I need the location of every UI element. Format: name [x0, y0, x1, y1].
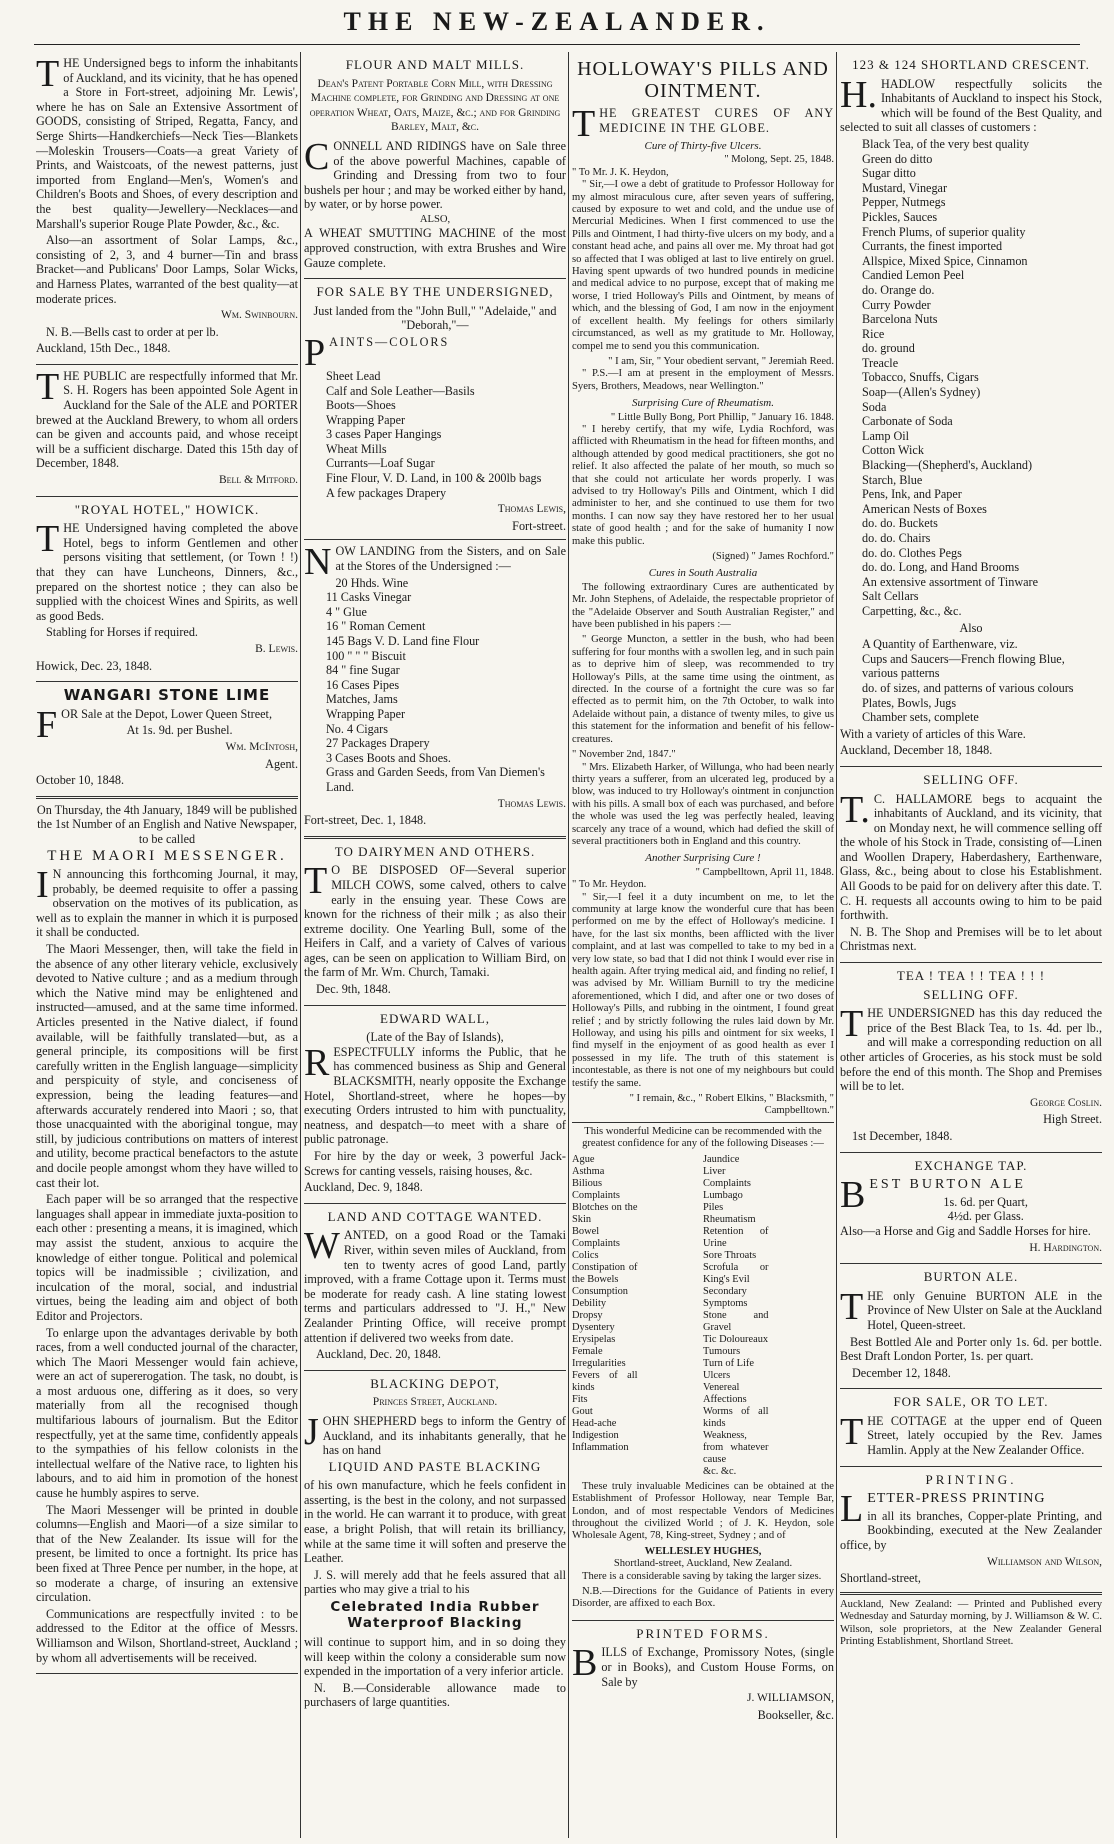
list-item: Pickles, Sauces	[862, 209, 938, 224]
ad-text: HADLOW respectfully solicits the Inhabitants of Auckland to inspect his Stock, which will be found of the Best Quality, and selected to suit all classes of customers :	[840, 76, 1102, 135]
drop-cap: T	[36, 365, 60, 408]
ad-lead: LIQUID AND PASTE BLACKING	[328, 1458, 542, 1474]
ad-signature: H. Hardington.	[1029, 1241, 1102, 1254]
ad-subheading: Dean's Patent Portable Corn Mill, with Dressing Machine complete, for Grinding and Dressing at one operation Wheat, Oats, Maize, &c.; and for Grinding Barley, Malt, &c.	[309, 77, 561, 134]
list-item: Salt Cellars	[862, 589, 919, 604]
list-item: Cups and Saucers—French flowing Blue, various patterns	[862, 651, 1065, 681]
ad-price: 4½d. per Glass.	[947, 1209, 1024, 1224]
ad-now-landing	[304, 540, 566, 838]
list-item: 3 cases Paper Hangings	[326, 427, 442, 442]
ad-text: in all its branches, Copper-plate Printing, and Bookbinding, executed at the New Zealander office, by	[840, 1508, 1102, 1553]
disease: Indigestion	[572, 1429, 619, 1441]
ad-text: Stabling for Horses if required.	[46, 625, 198, 640]
ad-date: Fort-street, Dec. 1, 1848.	[304, 813, 427, 828]
list-item: Sheet Lead	[326, 368, 381, 383]
ad-text: OR Sale at the Depot, Lower Queen Street,	[61, 706, 272, 721]
disease: Jaundice	[703, 1153, 740, 1165]
testimonial-text: " I hereby certify, that my wife, Lydia Rochford, was afflicted with Rheumatism in the head for fifteen months, and although attended by good medical practitioners, she got no relief. It also affected the palate of her mouth, so much so that she could not articulate her words properly. I was advised to try Holloway's Pills and Ointment, which I did administer to her, and she continued to use them for two months. I can now say they have restored her to her usual state of good health ; and for the sake of humanity I now make this public.	[572, 423, 834, 547]
ad-signature: Wm. Swinbourn.	[221, 309, 298, 322]
ad-date: Dec. 9th, 1848.	[316, 982, 391, 997]
ad-swinbourn-store	[36, 52, 298, 365]
testimonial-signature: " I am, Sir, " Your obedient servant, " Jeremiah Reed.	[608, 355, 834, 367]
ad-text: HE UNDERSIGNED has this day reduced the price of the Best Black Tea, to 1s. 4d. per lb., and will make a corresponding reduction on all other articles of Groceries, as his stock must be sold before the end of this month. The Shop and Premises will be to let.	[840, 1006, 1102, 1094]
list-item: 4 " Glue	[326, 604, 367, 619]
ad-lead: EST BURTON ALE	[869, 1177, 1026, 1193]
list-item: Lamp Oil	[862, 428, 910, 443]
ad-text: OHN SHEPHERD begs to inform the Gentry of Auckland, and its inhabitants generally, that he has on hand	[322, 1413, 566, 1458]
disease: Erysipelas	[572, 1333, 616, 1345]
ad-heading: TO DAIRYMEN AND OTHERS.	[334, 843, 536, 859]
disease: Worms of all kinds	[703, 1405, 769, 1429]
disease: Inflammation	[572, 1441, 629, 1453]
disease: Bowel Complaints	[572, 1225, 620, 1249]
column-divider	[568, 52, 569, 1838]
ad-also: ALSO,	[419, 213, 451, 225]
ad-text: of his own manufacture, which he feels confident in asserting, is the best in the colony, and not surpassed in the world. He can warrant it to produce, with great ease, a bright Polish, that will retain its brilliancy, while at the same time it will soften and preserve the Leather.	[304, 1478, 566, 1566]
disease: Dropsy	[572, 1309, 603, 1321]
ad-role: Agent.	[265, 756, 298, 771]
ad-heading: EDWARD WALL,	[380, 1010, 490, 1026]
list-item: do. do. Buckets	[862, 516, 938, 531]
diseases-table	[572, 1154, 834, 1478]
diseases-intro: This wonderful Medicine can be recommended with the greatest confidence for any of the following Diseases :—	[582, 1125, 824, 1150]
list-item: Boots—Shoes	[326, 398, 396, 413]
testimonial-date: " November 2nd, 1847."	[572, 749, 676, 761]
testimonial-date: " Campbelltown, April 11, 1848.	[695, 866, 834, 878]
drop-cap: T.	[840, 788, 870, 831]
ad-lead: AINTS—COLORS	[329, 334, 450, 349]
disease: Scrofula or King's Evil	[703, 1261, 769, 1285]
goods-list	[304, 369, 566, 500]
drop-cap: T	[840, 1410, 864, 1453]
drop-cap: J	[304, 1410, 319, 1453]
ad-note: N. B. The Shop and Premises will be to let about Christmas next.	[840, 924, 1102, 954]
diseases-right	[703, 1154, 834, 1478]
testimonial-date: " Molong, Sept. 25, 1848.	[724, 154, 834, 166]
ad-printed-forms	[572, 1621, 834, 1729]
ad-heading: BLACKING DEPOT,	[370, 1375, 500, 1391]
disease: Ague	[572, 1153, 595, 1165]
ad-place: Shortland-street,	[840, 1571, 921, 1586]
ad-text: HE only Genuine BURTON ALE in the Province of New Ulster on Sale at the Auckland Hotel, Queen-street.	[867, 1288, 1102, 1332]
ad-signature: J. WILLIAMSON,	[747, 1692, 834, 1705]
ad-date: Auckland, 15th Dec., 1848.	[36, 341, 171, 356]
drop-cap: C	[304, 135, 330, 178]
ad-text: A WHEAT SMUTTING MACHINE of the most approved construction, with extra Brushes and Wire Gauze complete.	[304, 226, 566, 270]
drop-cap: F	[36, 703, 58, 746]
list-item: do. of sizes, and patterns of various colours	[862, 680, 1074, 695]
column-4	[840, 52, 1102, 1838]
list-item: A few packages Drapery	[326, 485, 447, 500]
ad-land-cottage-wanted	[304, 1204, 566, 1371]
testimonial-addressee: " To Mr. J. K. Heydon,	[572, 166, 669, 178]
disease: Piles	[703, 1201, 724, 1213]
column-divider	[836, 52, 837, 1838]
imprint: Auckland, New Zealand: — Printed and Published every Wednesday and Saturday morning, by J. Williamson & W. C. Wilson, sole proprietors, at the New Zealander General Printing Establishment, Shortland Street.	[840, 1598, 1102, 1648]
disease: Dysentery	[572, 1321, 615, 1333]
ad-text: HE Undersigned begs to inform the inhabitants of Auckland, and its vicinity, that he has opened a Store in Fort-street, adjoining Mr. Lewis', where he has on Sale an Extensive Assortment of GOODS, consisting of Striped, Regatta, Fancy, and Serge Shirts—Handkerchiefs—Neck Ties—Blankets—Moleskin Trousers—Coats—a great Variety of Prints, and Waistcoats, of the newest patterns, just imported from England—Men's, Women's and Children's Boots and Shoes, of every description and the best quality—Jewellery—Necklaces—and Marshall's superior Rouge Plate Powder, &c., &c.	[36, 56, 298, 231]
ad-wangari-lime	[36, 682, 298, 799]
ad-text: Best Bottled Ale and Porter only 1s. 6d. per bottle. Best Draft London Porter, 1s. per quart.	[840, 1334, 1102, 1364]
disease: Tic Doloureaux	[703, 1333, 769, 1345]
ad-role: Bookseller, &c.	[757, 1707, 834, 1722]
ad-signature: B. Lewis.	[255, 642, 298, 655]
ad-maori-messenger	[36, 799, 298, 1674]
ad-intro: On Thursday, the 4th January, 1849 will be published the 1st Number of an English and Native Newspaper, to be called	[36, 802, 298, 846]
ad-text: HE COTTAGE at the upper end of Queen Street, lately occupied by the Rev. James Hamlin. Apply at the New Zealander Office.	[867, 1413, 1102, 1458]
drop-cap: T	[36, 53, 60, 95]
list-item: Pens, Ink, and Paper	[862, 487, 962, 502]
ad-text: With a variety of articles of this Ware.	[840, 726, 1026, 741]
masthead-rule	[34, 44, 1080, 45]
column-divider	[300, 52, 301, 1838]
ad-heading: THE MAORI MESSENGER.	[47, 847, 287, 864]
testimonial-heading: Another Surprising Cure !	[645, 852, 761, 865]
ad-exchange-tap	[840, 1153, 1102, 1265]
ad-date: Auckland, Dec. 9, 1848.	[304, 1180, 423, 1195]
ad-printing	[840, 1467, 1102, 1595]
disease: Turn of Life	[703, 1357, 754, 1369]
ad-note: N.B.—Directions for the Guidance of Patients in every Disorder, are affixed to each Box.	[572, 1585, 834, 1610]
ad-heading: FLOUR AND MALT MILLS.	[345, 57, 525, 72]
list-item: Soda	[862, 399, 887, 414]
testimonial-text: " Mrs. Elizabeth Harker, of Willunga, who had been nearly thirty years a sufferer, from an ulcerated leg, produced by a blow, was induced to try Holloway's ointment in conjunction with his pills. A small box of each was purchased, and before the whole was used the leg was perfectly healed, leaving scarcely any trace of a wound, which had defied the skill of several practitioners both in England and this country.	[572, 761, 834, 847]
drop-cap: T	[304, 860, 328, 903]
ad-text: Also—an assortment of Solar Lamps, &c., consisting of 2, 3, and 4 burner—Tin and brass Bracket—and Publicans' Door Lamps, Solar Wicks, and Harness Plates, warranted of the best quality—at moderate prices.	[36, 233, 298, 306]
list-item: Tobacco, Snuffs, Cigars	[862, 370, 979, 385]
disease: Bilious Complaints	[572, 1177, 620, 1201]
ad-burton-ale	[840, 1264, 1102, 1389]
ad-text: ANTED, on a good Road or the Tamaki River, within seven miles of Auckland, from ten to twenty acres of good Land, partly improved, with a frame Cottage upon it. Terms must be moderate for ready cash. A line stating lowest terms and particulars addressed to "J. H.," New Zealander Printing Office, will receive prompt attention if delivered two weeks from date.	[304, 1228, 566, 1345]
disease: Gout	[572, 1405, 593, 1417]
ad-dairymen	[304, 839, 566, 1006]
column-2	[304, 52, 566, 1838]
list-item: Currants, the finest imported	[862, 239, 1003, 254]
ad-date: December 12, 1848.	[852, 1365, 951, 1380]
disease: Weakness, from whatever cause	[703, 1429, 769, 1465]
ad-text: will continue to support him, and in so doing they will keep within the colony a considerable sum now expended in the importation of a very inferior article.	[304, 1635, 566, 1679]
ad-text: For hire by the day or week, 3 powerful Jack-Screws for canting vessels, raising houses, &c.	[304, 1149, 566, 1178]
list-item: Grass and Garden Seeds, from Van Diemen's Land.	[326, 765, 545, 794]
list-item: 84 " fine Sugar	[326, 663, 400, 678]
ad-price: 1s. 6d. per Quart,	[943, 1194, 1028, 1209]
list-item: 27 Packages Drapery	[326, 736, 430, 751]
ad-text: The Maori Messenger, then, will take the field in the absence of any other literary vehicle, exclusively devoted to Native culture ; and as a medium through which the Native mind may be enlightened and instructed—amused, and at the same time informed. Articles presented in the Native dialect, if found available, will be faithfully translated—but, as a general principle, its compositions will be first carefully written in the English language—simplicity and perspicuity of style, and conciseness of expression, being the leading features—and afterwards accurately rendered into Maori ; so, that those unacquainted with the aboriginal tongue, may still, by judicious contributions on matters of interest and utility, become practical benefactors to the astute and docile people amongst whom they have willed to cast their lot.	[36, 942, 298, 1190]
disease: Constipation of the Bowels	[572, 1261, 638, 1285]
list-item: Starch, Blue	[862, 472, 923, 487]
testimonials	[572, 140, 834, 1118]
ad-heading: TEA ! TEA ! ! TEA ! ! !	[896, 968, 1046, 984]
testimonial-date: " Little Bully Bong, Port Phillip, " January 16. 1848.	[610, 411, 834, 423]
list-item: Plates, Bowls, Jugs	[862, 695, 957, 710]
list-item: do. do. Chairs	[862, 531, 931, 545]
disease: Ulcers	[703, 1369, 731, 1381]
disease: Consumption	[572, 1285, 629, 1297]
list-item: Cotton Wick	[862, 443, 924, 458]
ad-text: J. S. will merely add that he feels assured that all parties who may give a trial to his	[304, 1567, 566, 1597]
ad-date: Auckland, Dec. 20, 1848.	[316, 1347, 441, 1362]
list-item: Pepper, Nutmegs	[862, 195, 946, 210]
masthead	[0, 0, 1114, 48]
list-item: Rice	[862, 326, 885, 341]
disease: Tumours	[703, 1345, 741, 1357]
list-item: Sugar ditto	[862, 166, 916, 181]
ad-heading: EXCHANGE TAP.	[914, 1157, 1028, 1173]
ad-heading: "ROYAL HOTEL," HOWICK.	[74, 501, 260, 517]
ad-flour-malt-mills	[304, 52, 566, 279]
list-item: Fine Flour, V. D. Land, in 100 & 200lb bags	[326, 471, 542, 486]
drop-cap: B	[572, 1642, 598, 1685]
ad-subheading: (Late of the Bay of Islands),	[366, 1030, 504, 1045]
ad-subheading: SELLING OFF.	[923, 986, 1019, 1002]
agent-name: WELLESLEY HUGHES,	[644, 1545, 762, 1557]
ad-lewis-for-sale	[304, 279, 566, 540]
disease: Venereal Affections	[703, 1381, 747, 1405]
list-item: Mustard, Vinegar	[862, 180, 948, 195]
ad-text: N announcing this forthcoming Journal, it may, probably, be deemed requisite to offer a passing observation on the motives of its publication, as well as to explain the manner in which it is purposed it shall be conducted.	[36, 867, 298, 940]
list-item: 16 Cases Pipes	[326, 677, 400, 692]
list-item: Currants—Loaf Sugar	[326, 456, 435, 471]
drop-cap: I	[36, 864, 49, 907]
testimonial-text: " George Muncton, a settler in the bush, who had been suffering for four months with a swollen leg, and in such pain as to deprive him of sleep, was recommended to try Holloway's Pills, at the same time using the ointment, as directed. In the course of a fortnight the cure was so far effected as to permit him, on the 7th October, to walk into Adelaide without pain, a distance of twenty miles, to give us this statement for the information and benefit of his fellow-creatures.	[572, 634, 834, 745]
list-item: Calf and Sole Leather—Basils	[326, 383, 475, 398]
ad-heading: Celebrated India Rubber Waterproof Blacking	[330, 1599, 540, 1632]
newspaper-title: THE NEW-ZEALANDER.	[343, 7, 771, 36]
ad-edward-wall	[304, 1006, 566, 1204]
list-item: Treacle	[862, 355, 899, 370]
disease: Colics	[572, 1249, 599, 1261]
list-item: Carpetting, &c., &c.	[862, 603, 962, 618]
ad-text: ONNELL AND RIDINGS have on Sale three of the above powerful Machines, capable of Grinding and Dressing from two to four bushels per hour ; and may be worked either by hand, by water, or by horse power.	[304, 138, 566, 212]
ad-text: There is a considerable saving by taking the larger sizes.	[582, 1570, 822, 1582]
agent-address: Shortland-street, Auckland, New Zealand.	[613, 1558, 793, 1570]
list-item: 3 Cases Boots and Shoes.	[326, 750, 451, 765]
ad-ale-porter-agent	[36, 365, 298, 497]
disease: &c. &c.	[703, 1465, 737, 1477]
list-item: Black Tea, of the very best quality	[862, 136, 1030, 151]
ad-text: These truly invaluable Medicines can be obtained at the Establishment of Professor Holloway, near Temple Bar, London, and of most respectable Vendors of Medicines throughout the civilized World ; of J. K. Heydon, sole Wholesale Agent, 78, King-street, Sydney ; and of	[572, 1480, 834, 1542]
ad-signature: George Coslin.	[1030, 1096, 1102, 1109]
ad-text: Communications are respectfully invited : to be addressed to the Editor at the office of Messrs. Williamson and Wilson, Shortland-street, Auckland ; by whom all advertisements will be received.	[36, 1606, 298, 1665]
disease: Lumbago	[703, 1189, 743, 1201]
ad-date: Auckland, December 18, 1848.	[840, 743, 993, 758]
ad-signature: Wm. McIntosh,	[225, 740, 298, 753]
testimonial-signature: (Signed) " James Rochford."	[712, 551, 834, 562]
ad-text: O BE DISPOSED OF—Several superior MILCH COWS, some calved, others to calve early in the ensuing year. These Cows are known for the richness of their milk ; as also their extreme docility. One Yearling Bull, some of the Heifers in Calf, and a variety of Calves of various ages, can be seen on application to William Bird, on the farm of Mr. Wm. Church, Tamaki.	[304, 863, 566, 980]
drop-cap: T	[840, 1003, 864, 1046]
drop-cap: R	[304, 1041, 330, 1084]
column-1	[36, 52, 298, 1838]
ad-heading: LAND AND COTTAGE WANTED.	[327, 1208, 543, 1224]
list-item: do. Orange do.	[862, 282, 935, 297]
disease: Blotches on the Skin	[572, 1201, 638, 1225]
disease: Stone and Gravel	[703, 1309, 769, 1333]
list-item: Blacking—(Shepherd's, Auckland)	[862, 458, 1033, 473]
ad-date: October 10, 1848.	[36, 773, 125, 788]
ad-place: Fort-street.	[512, 518, 566, 533]
disease: Retention of Urine	[703, 1225, 769, 1249]
ad-date: 1st December, 1848.	[852, 1128, 953, 1143]
drop-cap: B	[840, 1174, 866, 1217]
ad-text: Each paper will be so arranged that the respective languages shall appear in immediate juxta-position to each other : presenting a means, it is imagined, which may assist the student, anxious to acquire the knowledge of either tongue. Political and polemical topics will be inadmissible ; civilization, and inculcation of the moral, social, and industrial virtues, being the leading aim and object of both Editor and Projectors.	[36, 1192, 298, 1323]
list-item: French Plums, of superior quality	[862, 224, 1026, 239]
list-item: Wheat Mills	[326, 441, 387, 456]
list-item: 20 Hhds. Wine	[335, 575, 409, 590]
list-item: 100 " " " Biscuit	[326, 648, 406, 663]
ad-cottage-for-sale	[840, 1389, 1102, 1466]
ad-heading: PRINTED FORMS.	[636, 1625, 770, 1641]
testimonial-heading: Cures in South Australia	[648, 567, 758, 580]
ad-note: N. B.—Bells cast to order at per lb.	[46, 324, 219, 339]
list-item: do. ground	[862, 341, 915, 356]
diseases-section	[572, 1122, 834, 1611]
disease: Head-ache	[572, 1417, 617, 1429]
testimonial-signature: " I remain, &c., " Robert Elkins, " Blacksmith, " Campbelltown."	[629, 1093, 834, 1117]
ad-intro: Just landed from the "John Bull," "Adelaide," and "Deborah,"—	[313, 303, 557, 333]
ad-heading: FOR SALE BY THE UNDERSIGNED,	[316, 284, 554, 300]
ad-also: Also	[959, 620, 983, 635]
list-item: Soap—(Allen's Sydney)	[862, 385, 981, 400]
ad-text: HE Undersigned having completed the above Hotel, begs to inform Gentlemen and other persons visiting that settlement, (or Town ! !) that they can have Luncheons, Dinners, &c., prepared on the shortest notice ; they can also be supplied with the choicest Wines and Spirits, as well as good Beds.	[36, 521, 298, 623]
disease: Female Irregularities	[572, 1345, 626, 1369]
ad-price: At 1s. 9d. per Bushel.	[126, 723, 233, 738]
drop-cap: H.	[840, 73, 877, 116]
drop-cap: T	[572, 103, 596, 145]
drop-cap: P	[304, 331, 326, 374]
ad-heading: FOR SALE, OR TO LET.	[893, 1394, 1049, 1410]
list-lead: A Quantity of Earthenware, viz.	[862, 637, 1018, 652]
testimonial-postscript: " P.S.—I am at present in the employment of Messrs. Syers, Brothers, Meadows, near Wellington."	[572, 368, 834, 392]
ad-heading: 123 & 124 SHORTLAND CRESCENT.	[852, 57, 1090, 72]
ad-heading: HOLLOWAY'S PILLS AND OINTMENT.	[577, 58, 829, 102]
list-item: 145 Bags V. D. Land fine Flour	[326, 634, 480, 648]
ad-subheading: Princes Street, Auckland.	[372, 1396, 498, 1409]
ad-text: C. HALLAMORE begs to acquaint the inhabitants of Auckland, and its vicinity, that on Monday next, he will commence selling off the whole of his Stock in Trade, consisting of—Linen and Woollen Drapery, Haberdashery, Earthenware, Glass, &c., being about to close his Establishment. All Goods to be paid for on delivery after this date. T. C. H. requests all accounts owing to him to be paid forthwith.	[840, 791, 1102, 923]
column-3	[572, 52, 834, 1838]
list-item: 16 " Roman Cement	[326, 619, 426, 634]
disease: Fevers of all kinds	[572, 1369, 638, 1393]
list-item: do. do. Clothes Pegs	[862, 545, 962, 560]
goods-list	[840, 137, 1102, 619]
list-item: Wrapping Paper	[326, 412, 406, 427]
ad-text: Also—a Horse and Gig and Saddle Horses for hire.	[840, 1223, 1091, 1238]
ad-heading: WANGARI STONE LIME	[63, 686, 271, 705]
ad-signature: Williamson and Wilson,	[986, 1555, 1102, 1568]
drop-cap: T	[36, 518, 60, 561]
disease: Sore Throats	[703, 1249, 757, 1261]
ad-royal-hotel	[36, 497, 298, 683]
ad-text: HE PUBLIC are respectfully informed that Mr. S. H. Rogers has been appointed Sole Agent in Auckland for the Sale of the ALE and PORTER brewed at the Auckland Brewery, to whom all orders can be given and accounts paid, and whose receipt will be a sufficient discharge. Dated this 15th day of December, 1848.	[36, 368, 298, 471]
disease: Liver Complaints	[703, 1165, 751, 1189]
list-item: 11 Casks Vinegar	[326, 590, 412, 605]
list-item: Barcelona Nuts	[862, 312, 938, 327]
drop-cap: L	[840, 1488, 864, 1531]
ad-text: OW LANDING from the Sisters, and on Sale at the Stores of the Undersigned :—	[335, 544, 566, 574]
testimonial-heading: Cure of Thirty-five Ulcers.	[644, 140, 762, 152]
ad-date: Howick, Dec. 23, 1848.	[36, 658, 153, 673]
ad-holloway-pills	[572, 52, 834, 1621]
ad-place: High Street.	[1043, 1112, 1102, 1127]
drop-cap: N	[304, 541, 332, 584]
diseases-left	[572, 1154, 703, 1478]
ad-text: ESPECTFULLY informs the Public, that he has commenced business as Ship and General BLACKSMITH, nearly opposite the Exchange Hotel, Shortland-street, where he hopes—by executing Orders intrusted to him with punctuality, neatness, and despatch—to meet with a share of public patronage.	[304, 1044, 566, 1147]
testimonial-text: " Sir,—I owe a debt of gratitude to Professor Holloway for my almost miraculous cure, after seven years of suffering, caused by exposure to wet and cold, and the undue use of Mercurial Medicines. When I first commenced to use the Pills and Ointment, I had thirty-five ulcers on my body, and a constant head ache, and pains all over me. My throat had got so affected that I was obliged at last to live entirely on gruel. Having spent upwards of two hundred pounds in medicine and medical advice to no purpose, except that of making me worse, I tried Holloway's Pills and Ointment, by means of which, and the blessing of God, I am now in the enjoyment of excellent health. My feelings for others similarly circumstanced, as well as my gratitude to Mr. Holloway, compel me to send you this communication.	[572, 179, 834, 352]
testimonial-text: " Sir,—I feel it a duty incumbent on me, to let the community at large know the wonderful cure that has been performed on me by the effect of Holloway's medicine. I have, for the last six months, been afflicted with the liver complaint, and at last was compelled to take to my bed in a very low state, so bad that I did not think I would ever rise in health again. After trying medical aid, and finding no relief, I was advised by Mr. William Burnill to try the medicine aforementioned, which I did, and after one or two doses of Holloway's Pills, and rubbing in the ointment, I found great relief ; and by strictly following the rules laid down by Mr. Holloway, and using his pills and ointment for six weeks, I find myself in the enjoyment of as good health as ever I possessed in my life. The truth of this statement is incontestable, as there is not one of my neighbours but could testify the same.	[572, 891, 834, 1089]
ad-tea-selling-off	[840, 963, 1102, 1153]
ad-heading: BURTON ALE.	[923, 1269, 1019, 1285]
drop-cap: T	[840, 1285, 864, 1328]
testimonial-addressee: " To Mr. Heydon.	[572, 879, 647, 891]
list-item: American Nests of Boxes	[862, 501, 987, 516]
ad-lead: ETTER-PRESS PRINTING	[867, 1491, 1046, 1507]
list-item: Curry Powder	[862, 297, 931, 312]
list-item: Chamber sets, complete	[862, 710, 979, 725]
list-item: Allspice, Mixed Spice, Cinnamon	[862, 253, 1028, 268]
ad-text: ILLS of Exchange, Promissory Notes, (single or in Books), and Custom House Forms, on Sale by	[601, 1645, 834, 1689]
ad-heading: PRINTING.	[925, 1471, 1017, 1487]
list-item: Green do ditto	[862, 151, 933, 166]
ad-heading: SELLING OFF.	[923, 771, 1019, 787]
ad-text: To enlarge upon the advantages derivable by both races, from a well conducted journal of the character, which The Maori Messenger would fain achieve, were an act of supererogation. The task, no doubt, is a most arduous one, differing as it does, so very materially from all the recognised though multifarious labours of journalism. But the Editor respectfully, yet at the same time, confidently appeals to the sympathies of his fellow colonists in the intellectual welfare of the Native race, to lighten his labours, and to aid him in promotion of the honest cause he humbly aspires to serve.	[36, 1325, 298, 1501]
disease: Rheumatism	[703, 1213, 756, 1225]
ad-blacking-depot	[304, 1371, 566, 1718]
disease: Fits	[572, 1393, 588, 1405]
ad-signature: Bell & Mitford.	[218, 474, 298, 487]
ad-signature: Thomas Lewis.	[497, 797, 566, 810]
ad-hadlow-stock	[840, 52, 1102, 767]
earthenware-list	[840, 637, 1102, 725]
goods-list	[304, 576, 566, 795]
ad-signature: Thomas Lewis,	[497, 503, 566, 516]
list-item: Carbonate of Soda	[862, 414, 953, 429]
drop-cap: W	[304, 1225, 340, 1268]
testimonial-text: The following extraordinary Cures are authenticated by Mr. John Stephens, of Adelaide, the respectable proprietor of the "Adelaide Observer and South Australian Register," and have been published in his papers :—	[572, 581, 834, 631]
disease: Secondary Symptoms	[703, 1285, 748, 1309]
list-item: Candied Lemon Peel	[862, 268, 965, 283]
list-item: Matches, Jams	[326, 692, 398, 707]
list-item: An extensive assortment of Tinware	[862, 574, 1039, 589]
ad-lead: HE GREATEST CURES OF ANY MEDICINE IN THE GLOBE.	[599, 106, 834, 135]
ad-text: The Maori Messenger will be printed in double columns—English and Maori—of a size similar to that of the New Zealander. Its issue will for the present, be limited to once a fortnight. Its price has been fixed at Three Pence per number, in the hope, at so moderate a charge, of insuring an extensive circulation.	[36, 1502, 298, 1605]
ad-hallamore-selling-off	[840, 767, 1102, 963]
disease: Asthma	[572, 1165, 605, 1177]
ad-note: N. B.—Considerable allowance made to purchasers of large quantities.	[304, 1680, 566, 1710]
list-item: do. do. Long, and Hand Brooms	[862, 560, 1020, 575]
list-item: Wrapping Paper	[326, 706, 406, 721]
disease: Debility	[572, 1297, 607, 1309]
testimonial-heading: Surprising Cure of Rheumatism.	[632, 397, 774, 410]
list-item: No. 4 Cigars	[326, 721, 388, 736]
